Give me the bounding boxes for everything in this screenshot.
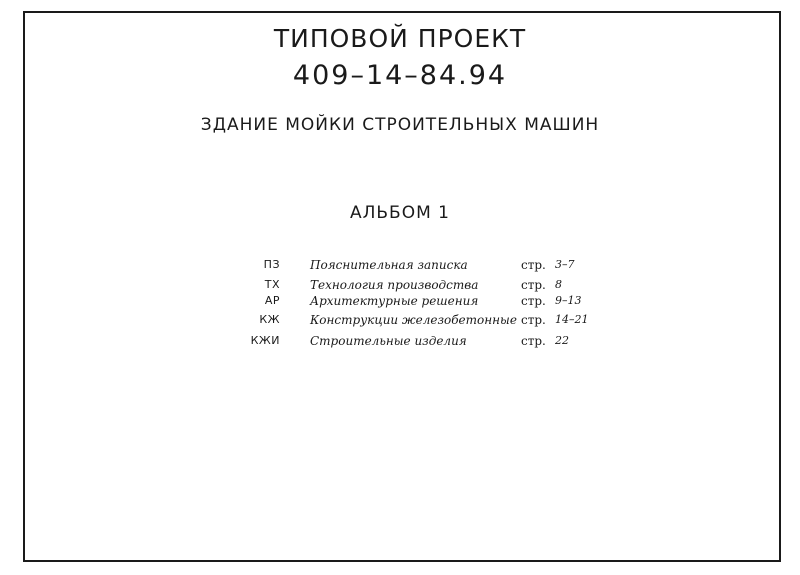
contents-row <box>0 334 800 352</box>
section-name: Архитектурные решения <box>310 294 479 308</box>
section-name: Пояснительная записка <box>310 258 468 272</box>
page-label: стр. <box>521 258 546 272</box>
section-name: Строительные изделия <box>310 334 467 348</box>
section-code: АР <box>264 294 280 307</box>
contents-row <box>0 258 800 276</box>
building-name: ЗДАНИЕ МОЙКИ СТРОИТЕЛЬНЫХ МАШИН <box>200 115 600 135</box>
page-label: стр. <box>521 278 546 292</box>
contents-row <box>0 294 800 312</box>
page-range: 9–13 <box>555 294 582 307</box>
project-number: 409–14–84.94 <box>292 60 508 91</box>
page-label: стр. <box>521 313 546 327</box>
section-code: ПЗ <box>263 258 280 271</box>
page-range: 22 <box>555 334 569 347</box>
page-range: 3–7 <box>555 258 575 271</box>
page-range: 8 <box>555 278 562 291</box>
section-code: КЖ <box>259 313 280 326</box>
page-label: стр. <box>521 334 546 348</box>
page-label: стр. <box>521 294 546 308</box>
document-title: ТИПОВОЙ ПРОЕКТ <box>273 24 527 53</box>
page-range: 14–21 <box>555 313 589 326</box>
section-name: Конструкции железобетонные <box>310 313 517 327</box>
section-code: КЖИ <box>250 334 280 347</box>
album-title: АЛЬБОМ 1 <box>349 203 450 223</box>
contents-row <box>0 313 800 331</box>
section-name: Технология производства <box>310 278 479 292</box>
section-code: ТХ <box>264 278 280 291</box>
